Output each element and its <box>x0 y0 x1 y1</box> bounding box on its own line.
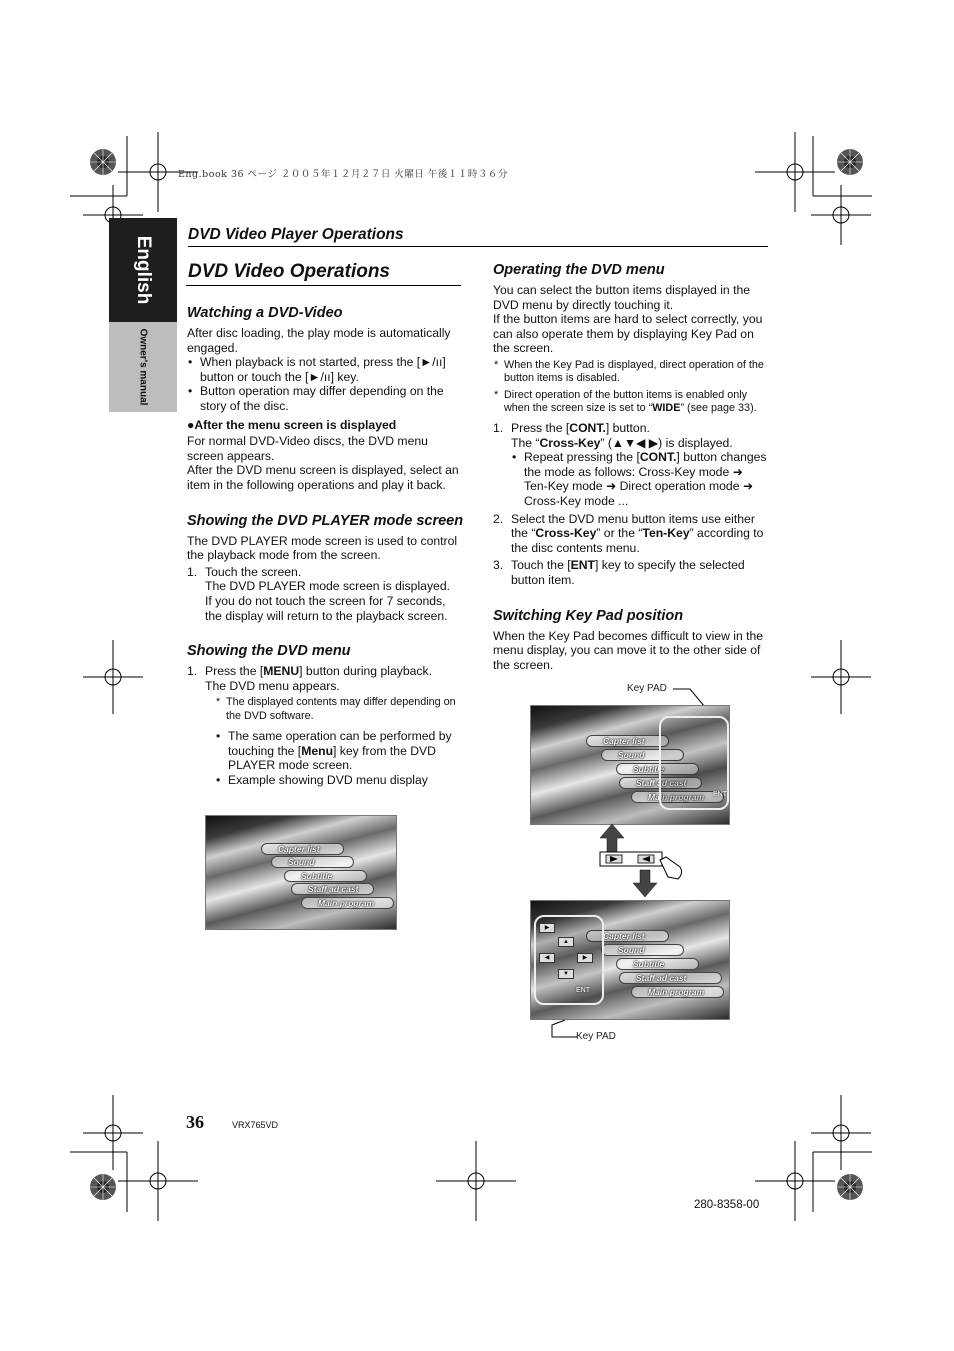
menu-item-capter-list: Capter list <box>586 735 669 747</box>
menu-item-staff-ad-cast: Staff ad cast <box>291 883 374 895</box>
operating-note-2: * Direct operation of the button items is enabled only when the screen size is set to “WIDE” (see page 33). <box>493 389 769 416</box>
menu-item-sound: Sound <box>601 944 684 956</box>
play-key[interactable]: ▶ <box>539 923 555 933</box>
right-key[interactable]: ▶ <box>577 953 593 963</box>
title-rule <box>186 285 461 286</box>
menu-item-subtitle: Subtitle <box>616 958 699 970</box>
key-pad-label-bottom: Key PAD <box>576 1031 616 1042</box>
right-column <box>493 262 769 672</box>
owners-manual-tab <box>109 322 177 412</box>
watching-bullet-2: • Button operation may differ depending on the story of the disc. <box>187 384 465 413</box>
player-mode-step-1-b: If you do not touch the screen for 7 seconds, the display will return to the playback screen. <box>205 593 448 623</box>
language-tab-label: English <box>133 235 154 305</box>
player-mode-heading: Showing the DVD PLAYER mode screen <box>187 512 464 529</box>
key-pad-left[interactable] <box>534 915 604 1005</box>
operating-note-1: * When the Key Pad is displayed, direct operation of the button items is disabled. <box>493 359 769 386</box>
operating-step-2 <box>493 512 769 556</box>
switching-para: When the Key Pad becomes difficult to view in the menu display, you can move it to the other side of the screen. <box>493 628 764 672</box>
menu-item-main-program: Main program <box>631 791 724 803</box>
watching-bullet-1: • When playback is not started, press the [►/ıı] button or touch the [►/ıı] key. <box>187 355 465 384</box>
menu-item-sound: Sound <box>601 749 684 761</box>
ent-key[interactable]: ENT <box>713 791 727 798</box>
watching-heading: Watching a DVD-Video <box>187 305 343 321</box>
player-mode-step-1 <box>187 565 465 623</box>
menu-item-capter-list: Capter list <box>586 930 669 942</box>
ent-key[interactable]: ENT <box>576 987 590 994</box>
watching-intro: After disc loading, the play mode is automatically engaged. <box>187 326 451 355</box>
dvd-menu-step-1 <box>187 664 465 788</box>
document-code: 280-8358-00 <box>694 1199 760 1211</box>
menu-screen-para-2: After the DVD menu screen is displayed, select an item in the following operations and play it back. <box>187 463 459 492</box>
menu-item-subtitle: Subtitle <box>616 763 699 775</box>
step-number: 1. <box>187 664 198 679</box>
section-header: DVD Video Player Operations <box>188 226 404 243</box>
header-rule <box>188 246 768 247</box>
menu-screen-subheading: ●After the menu screen is displayed <box>187 417 397 432</box>
up-key[interactable]: ▲ <box>558 937 574 947</box>
operating-step-1-bullet: • Repeat pressing the [CONT.] button changes the mode as follows: Cross-Key mode ➜ Ten-Key mode ➜ Direct operation mode ➜ Cross-Key mode ... <box>511 450 769 508</box>
switching-heading: Switching Key Pad position <box>493 607 684 624</box>
page-title: DVD Video Operations <box>188 261 390 282</box>
player-mode-intro: The DVD PLAYER mode screen is used to control the playback mode from the screen. <box>187 533 458 563</box>
step-number: 2. <box>493 511 504 526</box>
print-info-line: Eng.book 36 ページ ２００５年１２月２７日 火曜日 午後１１時３６分 <box>178 169 508 180</box>
menu-item-main-program: Main program <box>631 986 724 998</box>
move-arrows <box>590 822 690 902</box>
player-mode-step-1-a: The DVD PLAYER mode screen is displayed. <box>205 579 450 594</box>
owners-manual-tab-label: Owner's manual <box>137 328 149 406</box>
operating-para-1: You can select the button items displayed in the DVD menu by directly touching it. <box>493 283 751 312</box>
dvd-menu-example-image <box>205 815 397 930</box>
key-pad-label-top: Key PAD <box>627 683 667 694</box>
menu-item-staff-ad-cast: Staff ad cast <box>619 777 702 789</box>
menu-item-subtitle: Subtitle <box>284 870 367 882</box>
menu-item-staff-ad-cast: Staff ad cast <box>619 972 722 984</box>
step-number: 3. <box>493 558 504 573</box>
menu-item-capter-list: Capter list <box>261 843 344 855</box>
page-number: 36 <box>186 1112 204 1132</box>
language-tab <box>109 218 177 322</box>
left-column <box>187 305 465 788</box>
screen-keypad-left <box>530 900 730 1020</box>
operating-step-3 <box>493 558 769 587</box>
model-number: VRX765VD <box>232 1120 279 1130</box>
menu-item-main-program: Main program <box>301 897 394 909</box>
dvd-menu-heading: Showing the DVD menu <box>187 643 351 660</box>
player-mode-step-1-text: Touch the screen. <box>205 564 302 579</box>
left-key[interactable]: ◀ <box>539 953 555 963</box>
operating-step-3-text: Touch the [ENT] key to specify the selected button item. <box>511 558 745 587</box>
operating-step-1-a: The “Cross-Key” (▲▼◀ ▶) is displayed. <box>511 435 733 450</box>
operating-step-1-text: Press the [CONT.] button. <box>511 420 650 435</box>
operating-step-2-text: Select the DVD menu button items use either the “Cross-Key” or the “Ten-Key” according to the disc contents menu. <box>511 511 764 555</box>
dvd-menu-bullet-1: • The same operation can be performed by touching the [Menu] key from the DVD PLAYER mode screen. <box>215 729 465 773</box>
operating-heading: Operating the DVD menu <box>493 262 665 278</box>
operating-step-1 <box>493 421 769 509</box>
operating-para-2: If the button items are hard to select correctly, you can also operate them by displaying Key Pad on the screen. <box>493 312 763 356</box>
step-number: 1. <box>187 564 198 579</box>
dvd-menu-step-1-text: Press the [MENU] button during playback. <box>205 664 432 679</box>
key-pad-right[interactable] <box>659 716 729 810</box>
dvd-menu-step-1-a: The DVD menu appears. <box>205 678 340 693</box>
menu-item-sound: Sound <box>271 856 354 868</box>
step-number: 1. <box>493 420 504 435</box>
screen-keypad-right <box>530 705 730 825</box>
dvd-menu-bullet-2: • Example showing DVD menu display <box>215 773 465 788</box>
menu-screen-para-1: For normal DVD-Video discs, the DVD menu screen appears. <box>187 434 428 463</box>
dvd-menu-note: * The displayed contents may differ depending on the DVD software. <box>215 696 465 723</box>
down-key[interactable]: ▼ <box>558 969 574 979</box>
